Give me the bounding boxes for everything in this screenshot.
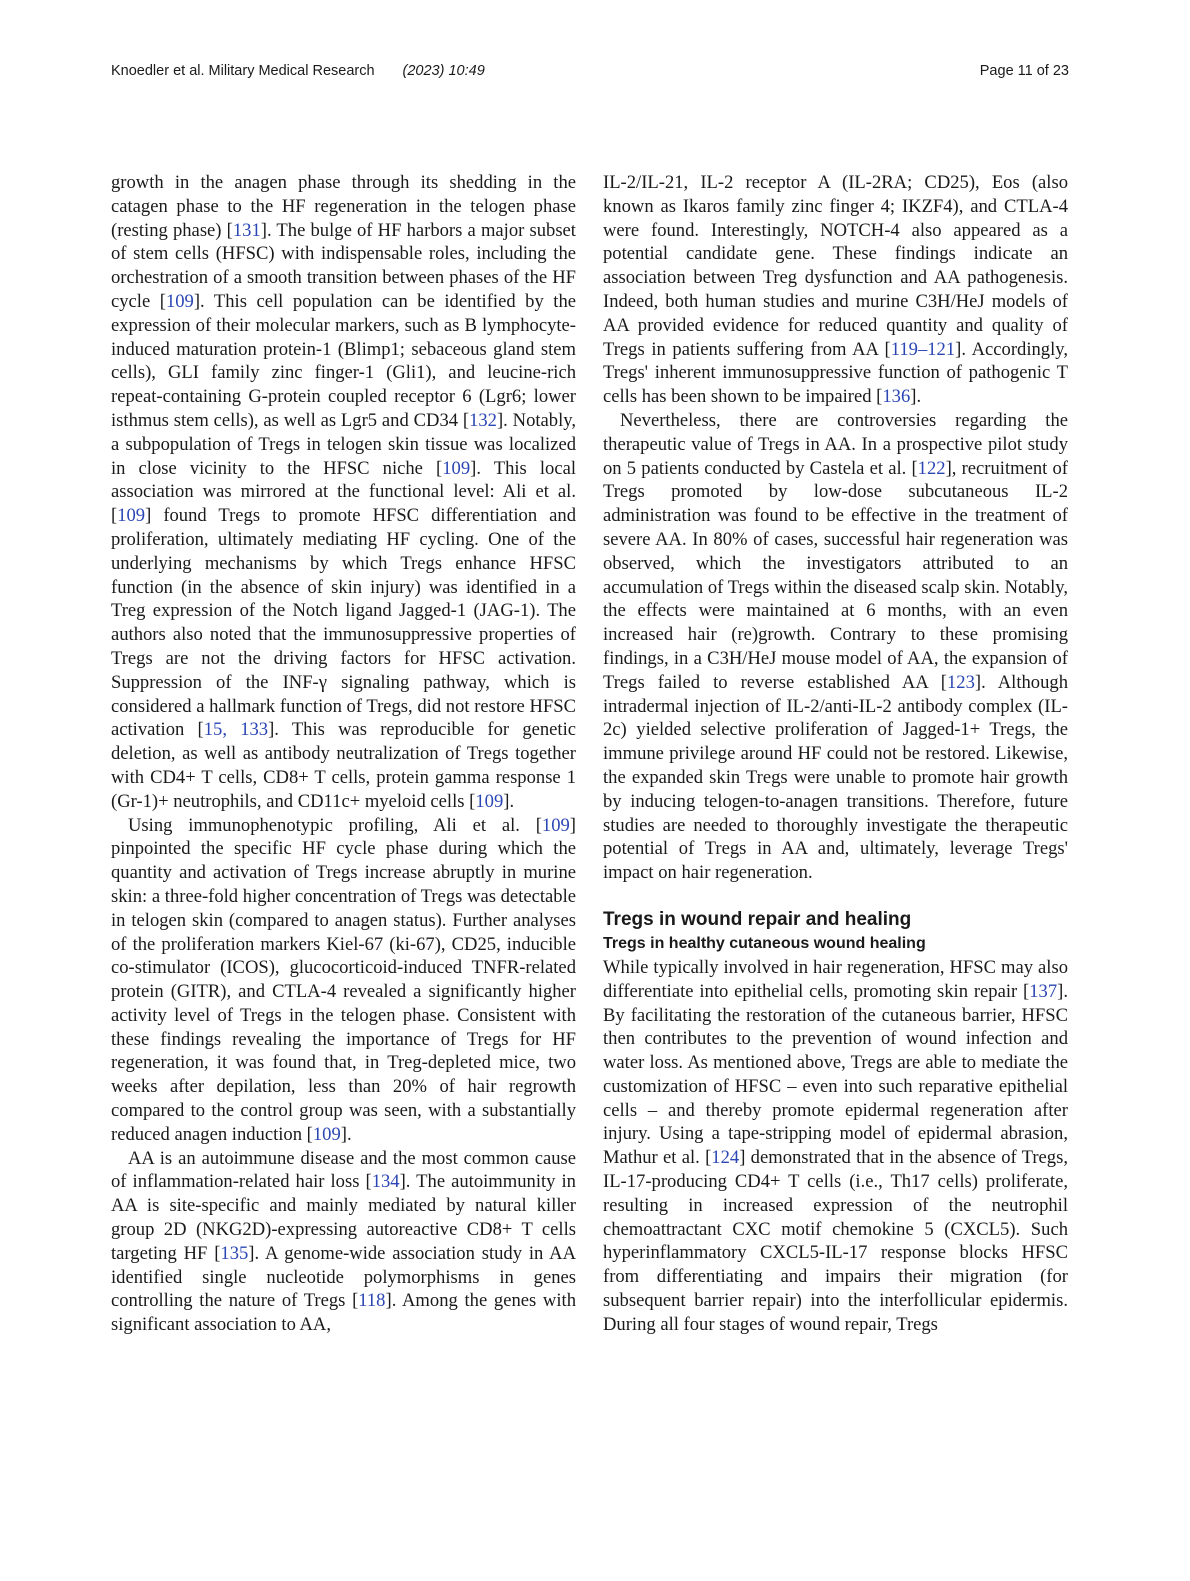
page-header bbox=[111, 63, 1069, 87]
citation-link[interactable]: 109 bbox=[165, 290, 194, 312]
right-paragraph-2: Nevertheless, there are controversies regarding the therapeutic value of Tregs in AA. In a prospective pilot study on 5 patients conducted by Castela et al. [122], recruitment of Tregs promoted by low-dose subcutaneous IL-2 administration was found to be effective in the treatment of severe AA. In 80% of cases, successful hair regeneration was observed, which the investigators attributed to an accumulation of Tregs within the diseased scalp skin. Notably, the effects were maintained at 6 months, with an even increased hair (re)growth. Contrary to these promising findings, in a C3H/HeJ mouse model of AA, the expansion of Tregs failed to reverse established AA [123]. Although intradermal injection of IL-2/anti-IL-2 antibody complex (IL-2c) yielded selective proliferation of Jagged-1+ Tregs, the immune privilege around HF could not be restored. Likewise, the expanded skin Tregs were unable to promote hair growth by inducing telogen-to-anagen transitions. Therefore, future studies are needed to thoroughly investigate the therapeutic potential of Tregs in AA and, ultimately, leverage Tregs' impact on hair regeneration. bbox=[603, 409, 1068, 884]
citation-link[interactable]: 118 bbox=[358, 1290, 386, 1312]
citation-link[interactable]: 109 bbox=[541, 814, 570, 836]
left-paragraph-2: Using immunophenotypic profiling, Ali et al. [109] pinpointed the specific HF cycle phase during which the quantity and activation of Tregs increase abruptly in murine skin: a three-fold higher concentration of Tregs was detectable in telogen skin (compared to anagen status). Further analyses of the proliferation markers Kiel-67 (ki-67), CD25, inducible co-stimulator (ICOS), glucocorticoid-induced TNFR-related protein (GITR), and CTLA-4 revealed a significantly higher activity level of Tregs in the telogen phase. Consistent with these findings revealing the importance of Tregs for HF regeneration, it was found that, in Treg-depleted mice, two weeks after depilation, less than 20% of hair regrowth compared to the control group was seen, with a substantially reduced anagen induction [109]. bbox=[111, 814, 576, 1145]
page-number: Page 11 of 23 bbox=[979, 63, 1069, 79]
right-column bbox=[603, 171, 1068, 1337]
citation-link[interactable]: 109 bbox=[475, 790, 504, 812]
citation-link[interactable]: 137 bbox=[1029, 980, 1058, 1002]
citation-link[interactable]: 123 bbox=[947, 671, 975, 693]
year-volume: (2023) 10:49 bbox=[402, 63, 485, 79]
citation-link[interactable]: 122 bbox=[917, 457, 946, 479]
citation-link[interactable]: 134 bbox=[371, 1171, 400, 1193]
right-paragraph-3: While typically involved in hair regeneration, HFSC may also differentiate into epithelial cells, promoting skin repair [137]. By facilitating the restoration of the cutaneous barrier, HFSC then contributes to the prevention of wound infection and water loss. As mentioned above, Tregs are able to mediate the customization of HFSC – even into such reparative epithelial cells – and thereby promote epidermal regeneration after injury. Using a tape-stripping model of epidermal abrasion, Mathur et al. [124] demonstrated that in the absence of Tregs, IL-17-producing CD4+ T cells (i.e., Th17 cells) proliferate, resulting in increased expression of the neutrophil chemoattractant CXC motif chemokine 5 (CXCL5). Such hyperinflammatory CXCL5-IL-17 response blocks HFSC from differentiating and impairs their migration (for subsequent barrier repair) into the interfollicular epidermis. During all four stages of wound repair, Tregs bbox=[603, 956, 1068, 1335]
citation-link[interactable]: 15, 133 bbox=[203, 719, 269, 741]
citation-link[interactable]: 132 bbox=[469, 409, 497, 431]
subsection-heading: Tregs in healthy cutaneous wound healing bbox=[603, 934, 926, 952]
citation-link[interactable]: 136 bbox=[882, 386, 911, 408]
citation-link[interactable]: 131 bbox=[232, 219, 261, 241]
left-paragraph-3: AA is an autoimmune disease and the most common cause of inflammation-related hair loss [134]. The autoimmunity in AA is site-specific and mainly mediated by natural killer group 2D (NKG2D)-expressing autoreactive CD8+ T cells targeting HF [135]. A genome-wide association study in AA identified single nucleotide polymorphisms in genes controlling the nature of Tregs [118]. Among the genes with significant association to AA, bbox=[111, 1147, 576, 1336]
citation-link[interactable]: 119–121 bbox=[890, 338, 956, 360]
citation-link[interactable]: 109 bbox=[312, 1123, 341, 1145]
left-column bbox=[111, 171, 576, 1337]
left-paragraph-1: growth in the anagen phase through its shedding in the catagen phase to the HF regeneration in the telogen phase (resting phase) [131]. The bulge of HF harbors a major subset of stem cells (HFSC) with indispensable roles, including the orchestration of a smooth transition between phases of the HF cycle [109]. This cell population can be identified by the expression of their molecular markers, such as B lymphocyte-induced maturation protein-1 (Blimp1; sebaceous gland stem cells), GLI family zinc finger-1 (Gli1), and leucine-rich repeat-containing G-protein coupled receptor 6 (Lgr6; lower isthmus stem cells), as well as Lgr5 and CD34 [132]. Notably, a subpopulation of Tregs in telogen skin tissue was localized in close vicinity to the HFSC niche [109]. This local association was mirrored at the functional level: Ali et al. [109] found Tregs to promote HFSC differentiation and proliferation, ultimately mediating HF cycling. One of the underlying mechanisms by which Tregs enhance HFSC function (in the absence of skin injury) was identified in a Treg expression of the Notch ligand Jagged-1 (JAG-1). The authors also noted that the immunosuppressive properties of Tregs are not the driving factors for HFSC activation. Suppression of the INF-γ signaling pathway, which is considered a hallmark function of Tregs, did not restore HFSC activation [15, 133]. This was reproducible for genetic deletion, as well as antibody neutralization of Tregs together with CD4+ T cells, CD8+ T cells, protein gamma response 1 (Gr-1)+ neutrophils, and CD11c+ myeloid cells [109]. bbox=[111, 172, 577, 812]
citation-link[interactable]: 109 bbox=[117, 505, 146, 527]
section-heading: Tregs in wound repair and healing bbox=[603, 908, 912, 930]
citation-link[interactable]: 135 bbox=[220, 1242, 249, 1264]
citation-link[interactable]: 124 bbox=[711, 1147, 740, 1169]
right-paragraph-1: IL-2/IL-21, IL-2 receptor A (IL-2RA; CD25), Eos (also known as Ikaros family zinc finger 4; IKZF4), and CTLA-4 were found. Interestingly, NOTCH-4 also appeared as a potential candidate gene. These findings indicate an association between Treg dysfunction and AA pathogenesis. Indeed, both human studies and murine C3H/HeJ models of AA provided evidence for reduced quantity and quality of Tregs in patients suffering from AA [119–121]. Accordingly, Tregs' inherent immunosuppressive function of pathogenic T cells has been shown to be impaired [136]. bbox=[603, 172, 1069, 408]
citation-link[interactable]: 109 bbox=[442, 457, 471, 479]
running-head bbox=[111, 63, 485, 79]
journal-citation: Knoedler et al. Military Medical Research bbox=[111, 63, 375, 79]
